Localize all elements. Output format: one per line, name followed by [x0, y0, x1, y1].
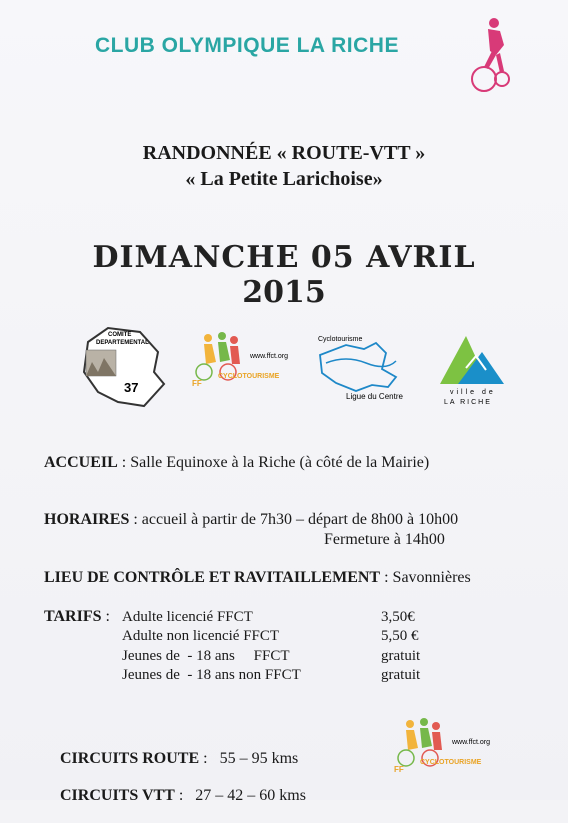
circuits-vtt-label: CIRCUITS VTT	[60, 787, 175, 804]
circuits-route-label: CIRCUITS ROUTE	[60, 750, 200, 767]
ffct-logo-bottom	[392, 714, 492, 776]
club-title: CLUB OLYMPIQUE LA RICHE	[95, 34, 399, 57]
horaires-line	[44, 511, 458, 529]
event-subtitle: « La Petite Larichoise»	[185, 168, 383, 190]
circuits-route-text: : 55 – 95 kms	[199, 750, 299, 767]
ligue-bottom: Ligue du Centre	[346, 392, 403, 401]
accueil-line	[44, 454, 429, 472]
tarif-name: Jeunes de - 18 ans FFCT	[122, 648, 290, 664]
ville-la-riche-logo	[436, 328, 516, 408]
ffct-prefix: FF	[192, 379, 202, 388]
tarifs-sep: :	[101, 608, 110, 625]
fermeture-text: Fermeture à 14h00	[324, 531, 445, 548]
accueil-text: : Salle Equinoxe à la Riche (à côté de la Mairie)	[117, 454, 430, 471]
event-title: RANDONNÉE « ROUTE-VTT »	[142, 142, 426, 164]
ffct-bottom-prefix: FF	[394, 765, 404, 774]
tarif-price: 3,50€	[381, 609, 415, 625]
cyclist-icon	[470, 15, 510, 95]
tarif-price: 5,50 €	[381, 628, 419, 644]
event-year: 2015	[242, 275, 326, 310]
tarifs-label: TARIFS	[44, 608, 102, 625]
horaires-label: HORAIRES	[44, 511, 130, 528]
ligue-top: Cyclotourisme	[318, 336, 363, 343]
ffct-brand: CYCLOTOURISME	[218, 373, 280, 380]
accueil-label: ACCUEIL	[44, 454, 118, 471]
ffct-url: www.ffct.org	[250, 353, 288, 360]
event-date: DIMANCHE 05 AVRIL	[92, 240, 476, 275]
tarif-price: gratuit	[381, 667, 421, 683]
circuits-vtt-line	[44, 769, 306, 823]
ville-line2: LA RICHE	[444, 399, 492, 406]
comite-line2: DEPARTEMENTAL	[96, 340, 149, 346]
horaires-text: : accueil à partir de 7h30 – départ de 8h00 à 10h00	[129, 511, 459, 528]
comite-number: 37	[124, 380, 139, 395]
ffct-bottom-url: www.ffct.org	[452, 739, 490, 746]
tarif-price: gratuit	[381, 648, 421, 664]
ffct-bottom-brand: CYCLOTOURISME	[420, 759, 482, 766]
ffct-logo	[190, 328, 290, 390]
tarif-name: Adulte non licencié FFCT	[122, 628, 280, 644]
tarifs-heading	[44, 608, 110, 626]
tarif-name: Jeunes de - 18 ans non FFCT	[122, 667, 301, 683]
tarif-name: Adulte licencié FFCT	[122, 609, 253, 625]
lieu-line	[44, 569, 471, 587]
ville-line1: ville de	[450, 389, 496, 396]
lieu-text: : Savonnières	[380, 569, 471, 586]
ligue-du-centre-logo	[316, 333, 412, 403]
comite-departemental-logo	[78, 322, 168, 410]
lieu-label: LIEU DE CONTRÔLE ET RAVITAILLEMENT	[44, 569, 381, 586]
circuits-vtt-text: : 27 – 42 – 60 kms	[174, 787, 306, 804]
comite-line1: COMITE	[108, 332, 132, 338]
